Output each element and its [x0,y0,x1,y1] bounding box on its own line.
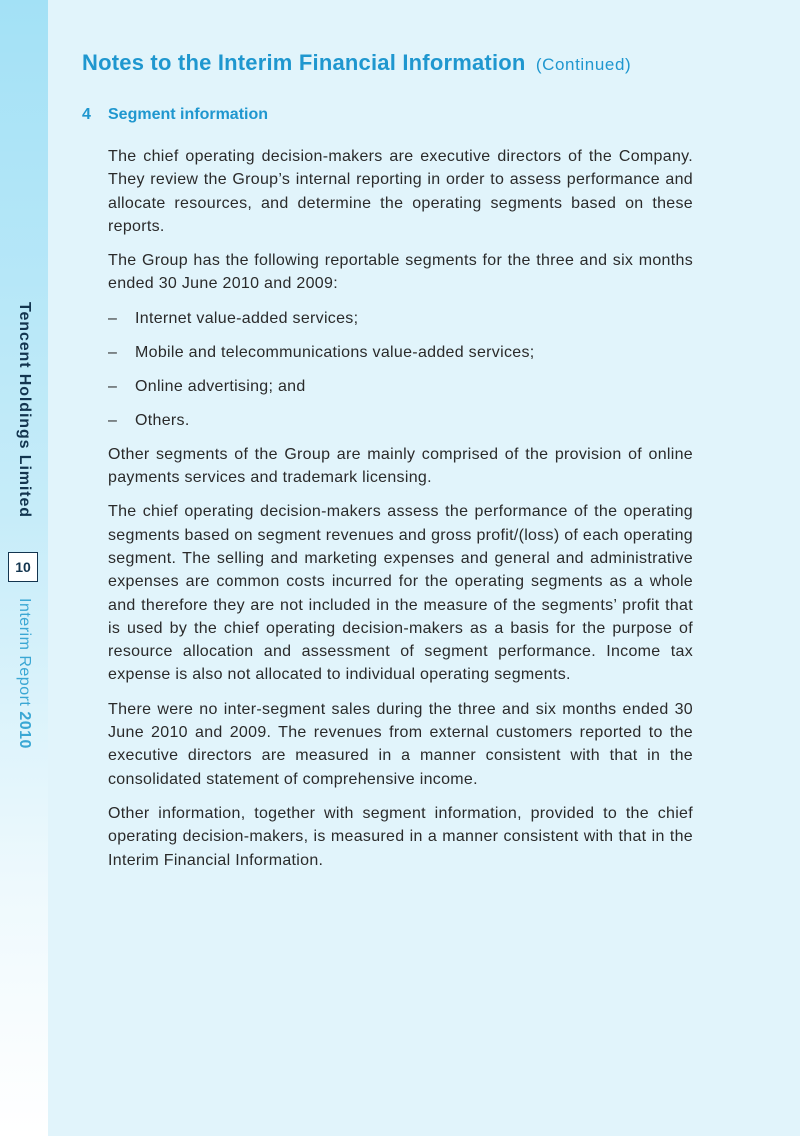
report-label-text: Interim Report [16,598,33,707]
paragraph: Other segments of the Group are mainly comprised of the provision of online payments services and trademark licensing. [108,445,693,487]
dash-marker: – [108,309,118,327]
paragraph: The chief operating decision-makers assess the performance of the operating segments based on segment revenues and gross profit/(loss) of each operating segment. The selling and marketing expenses and general and administrative expenses are common costs incurred for the operating segments as a whole and therefore they are not included in the measure of the segments’ profit that is used by the chief operating decision-makers as a basis for the purpose of resource allocation and assessment of segment performance. Income tax expense is also not allocated to individual operating segments. [108,503,693,684]
sidebar [0,0,48,1136]
list-item-text: Others. [135,411,190,429]
paragraph: The chief operating decision-makers are executive directors of the Company. They review the Group’s internal reporting in order to assess performance and allocate resources, and determine the operating segments based on these reports. [108,148,693,235]
list-item [108,409,693,432]
list-item-text: Mobile and telecommunications value-added services; [135,343,535,361]
list-item [108,307,693,330]
list-item-text: Internet value-added services; [135,309,359,327]
paragraph: There were no inter-segment sales during the three and six months ended 30 June 2010 and 2009. The revenues from external customers reported to the executive directors are measured in a manner consistent with that in the consolidated statement of comprehensive income. [108,700,693,788]
section-body [108,145,693,883]
section-number: 4 [82,106,91,123]
page-number: 10 [8,552,38,582]
company-name: Tencent Holdings Limited [16,302,33,518]
page-title-text: Notes to the Interim Financial Information [82,50,526,75]
dash-marker: – [108,411,118,429]
paragraph: The Group has the following reportable segments for the three and six months ended 30 June 2010 and 2009: [108,252,693,293]
list-item [108,341,693,364]
section-title: Segment information [108,106,269,123]
dash-marker: – [108,377,118,395]
report-year: 2010 [16,711,33,749]
continued-label: (Continued) [535,55,632,74]
dash-marker: – [108,343,118,361]
page-title [82,50,631,76]
paragraph: Other information, together with segment information, provided to the chief operating decision-makers, is measured in a manner consistent with that in the Interim Financial Information. [108,804,693,869]
list-item-text: Online advertising; and [135,377,306,395]
list-item [108,375,693,398]
report-label [16,598,32,749]
